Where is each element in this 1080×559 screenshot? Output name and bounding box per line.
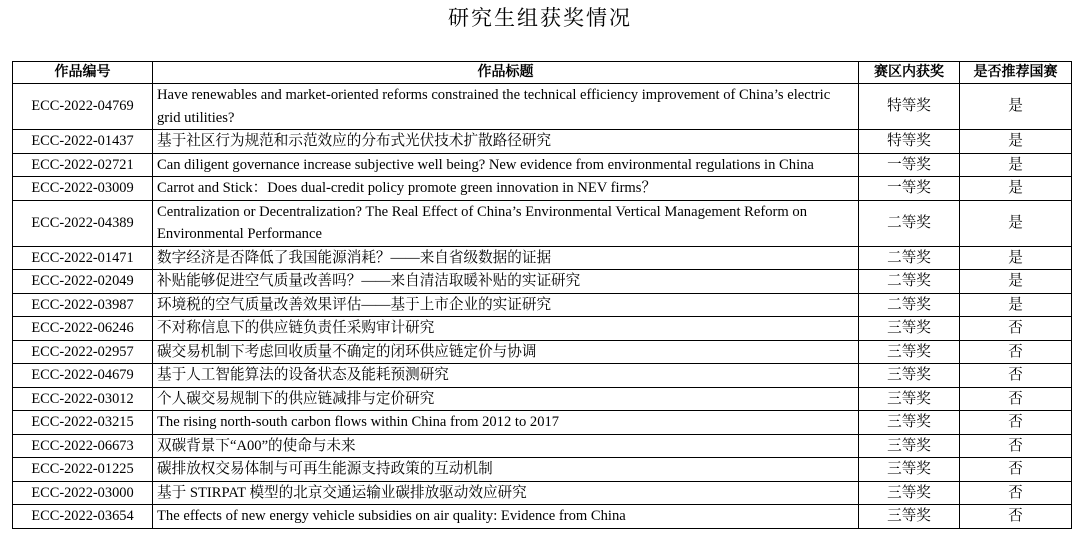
award-cell: 三等奖 — [859, 340, 960, 364]
table-row — [13, 434, 1072, 458]
table-header-row — [13, 62, 1072, 84]
id-cell: ECC-2022-03215 — [13, 411, 153, 435]
award-cell: 三等奖 — [859, 364, 960, 388]
id-cell: ECC-2022-01437 — [13, 130, 153, 154]
title-cell: 不对称信息下的供应链负责任采购审计研究 — [153, 317, 859, 341]
id-cell: ECC-2022-06673 — [13, 434, 153, 458]
award-cell: 三等奖 — [859, 505, 960, 529]
recommend-cell: 是 — [960, 130, 1072, 154]
table-row — [13, 84, 1072, 130]
title-cell: 碳交易机制下考虑回收质量不确定的闭环供应链定价与协调 — [153, 340, 859, 364]
id-cell: ECC-2022-01471 — [13, 246, 153, 270]
title-cell: The rising north-south carbon flows within China from 2012 to 2017 — [153, 411, 859, 435]
recommend-cell: 是 — [960, 177, 1072, 201]
award-cell: 三等奖 — [859, 434, 960, 458]
id-cell: ECC-2022-02721 — [13, 153, 153, 177]
award-cell: 一等奖 — [859, 153, 960, 177]
table-row — [13, 293, 1072, 317]
id-cell: ECC-2022-04679 — [13, 364, 153, 388]
award-cell: 二等奖 — [859, 246, 960, 270]
table-row — [13, 481, 1072, 505]
table-row — [13, 246, 1072, 270]
id-cell: ECC-2022-04389 — [13, 200, 153, 246]
id-cell: ECC-2022-03012 — [13, 387, 153, 411]
title-cell: 双碳背景下“A00”的使命与未来 — [153, 434, 859, 458]
award-cell: 三等奖 — [859, 411, 960, 435]
table-row — [13, 387, 1072, 411]
title-cell: 数字经济是否降低了我国能源消耗？——来自省级数据的证据 — [153, 246, 859, 270]
id-cell: ECC-2022-03987 — [13, 293, 153, 317]
award-cell: 二等奖 — [859, 293, 960, 317]
id-cell: ECC-2022-01225 — [13, 458, 153, 482]
recommend-cell: 否 — [960, 505, 1072, 529]
recommend-cell: 否 — [960, 481, 1072, 505]
table-row — [13, 505, 1072, 529]
header-recommend: 是否推荐国赛 — [960, 62, 1072, 84]
table-row — [13, 458, 1072, 482]
table-row — [13, 200, 1072, 246]
table-row — [13, 153, 1072, 177]
award-cell: 三等奖 — [859, 481, 960, 505]
id-cell: ECC-2022-06246 — [13, 317, 153, 341]
table-row — [13, 130, 1072, 154]
recommend-cell: 是 — [960, 246, 1072, 270]
recommend-cell: 是 — [960, 200, 1072, 246]
title-cell: 基于人工智能算法的设备状态及能耗预测研究 — [153, 364, 859, 388]
id-cell: ECC-2022-03009 — [13, 177, 153, 201]
recommend-cell: 否 — [960, 317, 1072, 341]
recommend-cell: 是 — [960, 293, 1072, 317]
recommend-cell: 否 — [960, 340, 1072, 364]
table-body — [13, 84, 1072, 529]
table-row — [13, 317, 1072, 341]
title-cell: The effects of new energy vehicle subsidies on air quality: Evidence from China — [153, 505, 859, 529]
title-cell: Centralization or Decentralization? The Real Effect of China’s Environmental Vertical Management Reform on Environmental Performance — [153, 200, 859, 246]
id-cell: ECC-2022-03000 — [13, 481, 153, 505]
award-cell: 特等奖 — [859, 84, 960, 130]
page-title: 研究生组获奖情况 — [448, 6, 632, 30]
award-cell: 二等奖 — [859, 200, 960, 246]
title-cell: 基于 STIRPAT 模型的北京交通运输业碳排放驱动效应研究 — [153, 481, 859, 505]
table-row — [13, 411, 1072, 435]
header-id: 作品编号 — [13, 62, 153, 84]
recommend-cell: 是 — [960, 153, 1072, 177]
recommend-cell: 否 — [960, 411, 1072, 435]
award-cell: 三等奖 — [859, 387, 960, 411]
awards-table — [12, 61, 1072, 529]
recommend-cell: 否 — [960, 458, 1072, 482]
award-cell: 一等奖 — [859, 177, 960, 201]
title-cell: 碳排放权交易体制与可再生能源支持政策的互动机制 — [153, 458, 859, 482]
id-cell: ECC-2022-04769 — [13, 84, 153, 130]
recommend-cell: 是 — [960, 270, 1072, 294]
table-row — [13, 364, 1072, 388]
title-cell: 基于社区行为规范和示范效应的分布式光伏技术扩散路径研究 — [153, 130, 859, 154]
award-cell: 二等奖 — [859, 270, 960, 294]
recommend-cell: 否 — [960, 364, 1072, 388]
title-cell: Have renewables and market-oriented reforms constrained the technical efficiency improvement of China’s electric grid utilities? — [153, 84, 859, 130]
table-row — [13, 177, 1072, 201]
award-cell: 三等奖 — [859, 458, 960, 482]
title-cell: Can diligent governance increase subjective well being? New evidence from environmental regulations in China — [153, 153, 859, 177]
id-cell: ECC-2022-02049 — [13, 270, 153, 294]
title-cell: Carrot and Stick：Does dual-credit policy promote green innovation in NEV firms？ — [153, 177, 859, 201]
id-cell: ECC-2022-03654 — [13, 505, 153, 529]
award-cell: 三等奖 — [859, 317, 960, 341]
title-cell: 个人碳交易规制下的供应链减排与定价研究 — [153, 387, 859, 411]
recommend-cell: 否 — [960, 434, 1072, 458]
title-cell: 补贴能够促进空气质量改善吗？——来自清洁取暖补贴的实证研究 — [153, 270, 859, 294]
table-row — [13, 340, 1072, 364]
header-title: 作品标题 — [153, 62, 859, 84]
header-award: 赛区内获奖 — [859, 62, 960, 84]
recommend-cell: 是 — [960, 84, 1072, 130]
table-row — [13, 270, 1072, 294]
award-cell: 特等奖 — [859, 130, 960, 154]
title-cell: 环境税的空气质量改善效果评估——基于上市企业的实证研究 — [153, 293, 859, 317]
recommend-cell: 否 — [960, 387, 1072, 411]
id-cell: ECC-2022-02957 — [13, 340, 153, 364]
